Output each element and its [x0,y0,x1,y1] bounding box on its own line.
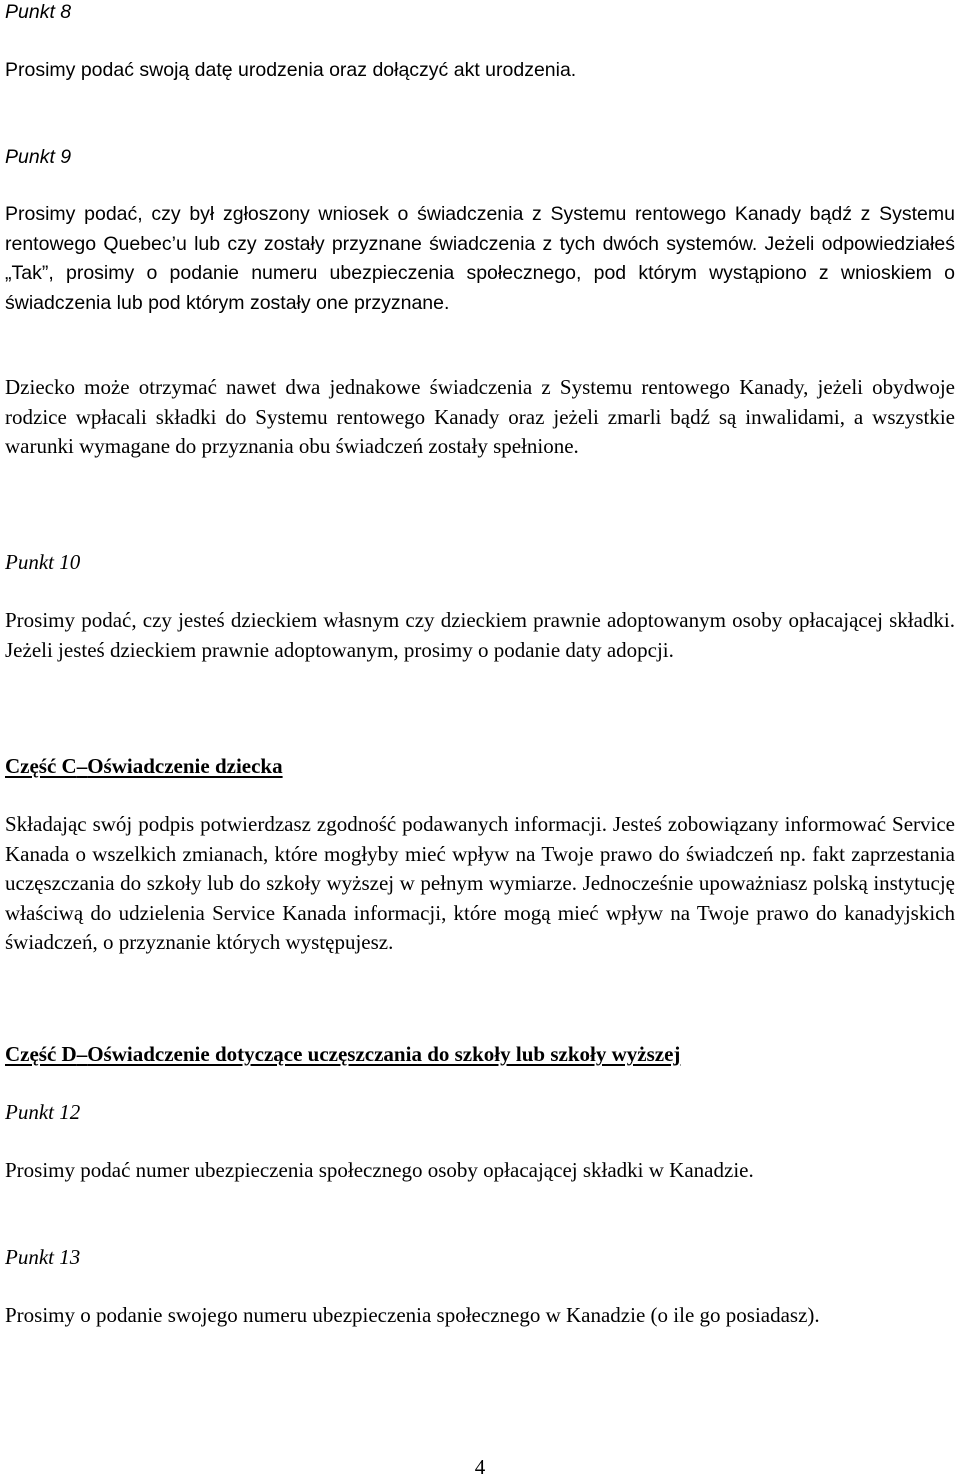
punkt-9-text: Prosimy podać, czy był zgłoszony wniosek o świadczenia z Systemu rentowego Kanady bądź z Systemu rentowego Quebec’u lub czy zostały przyznane świadczenia z tych dwóch systemów. Jeżeli odpowiedziałeś „Tak”, prosimy o podanie numeru ubezpieczenia społecznego, pod którym wystąpiono z wnioskiem o świadczenia lub pod którym zostały one przyznane. [5,203,955,314]
punkt-9-note: Dziecko może otrzymać nawet dwa jednakowe świadczenia z Systemu rentowego Kanady, jeżeli obydwoje rodzice wpłacali składki do Systemu rentowego Kanady oraz jeżeli zmarli bądź są inwalidami, a wszystkie warunki wymagane do przyznania obu świadczeń zostały spełnione. [5,375,955,458]
punkt-8-heading: Punkt 8 [5,1,72,23]
czesc-d-title: Oświadczenie dotyczące uczęszczania do szkoły lub szkoły wyższej [87,1042,681,1066]
page-number: 4 [474,1455,486,1479]
czesc-d-dash: – [76,1042,88,1066]
punkt-10-text: Prosimy podać, czy jesteś dzieckiem własnym czy dzieckiem prawnie adoptowanym osoby opłacającej składki. Jeżeli jesteś dzieckiem prawnie adoptowanym, prosimy o podanie daty adopcji. [5,608,955,662]
punkt-13-heading: Punkt 13 [5,1245,81,1269]
czesc-c-title: Oświadczenie dziecka [87,754,283,778]
punkt-13-text: Prosimy o podanie swojego numeru ubezpieczenia społecznego w Kanadzie (o ile go posiadasz). [5,1303,820,1327]
czesc-c-text: Składając swój podpis potwierdzasz zgodność podawanych informacji. Jesteś zobowiązany informować Service Kanada o wszelkich zmianach, które mogłyby mieć wpływ na Twoje prawo do świadczeń np. fakt zaprzestania uczęszczania do szkoły lub do szkoły wyższej w pełnym wymiarze. Jednocześnie upoważniasz polską instytucję właściwą do udzielenia Service Kanada informacji, które mogą mieć wpływ na Twoje prawo do kanadyjskich świadczeń, o przyznanie których występujesz. [5,812,955,954]
czesc-c-heading [5,752,955,783]
czesc-d-heading [5,1040,955,1071]
czesc-c-dash: – [76,754,88,778]
punkt-9-heading: Punkt 9 [5,146,72,168]
punkt-10-heading: Punkt 10 [5,550,81,574]
czesc-d-label: Część D [5,1042,77,1066]
punkt-8-text: Prosimy podać swoją datę urodzenia oraz dołączyć akt urodzenia. [5,59,577,81]
czesc-c-label: Część C [5,754,77,778]
punkt-12-text: Prosimy podać numer ubezpieczenia społecznego osoby opłacającej składki w Kanadzie. [5,1158,754,1182]
punkt-12-heading: Punkt 12 [5,1100,81,1124]
